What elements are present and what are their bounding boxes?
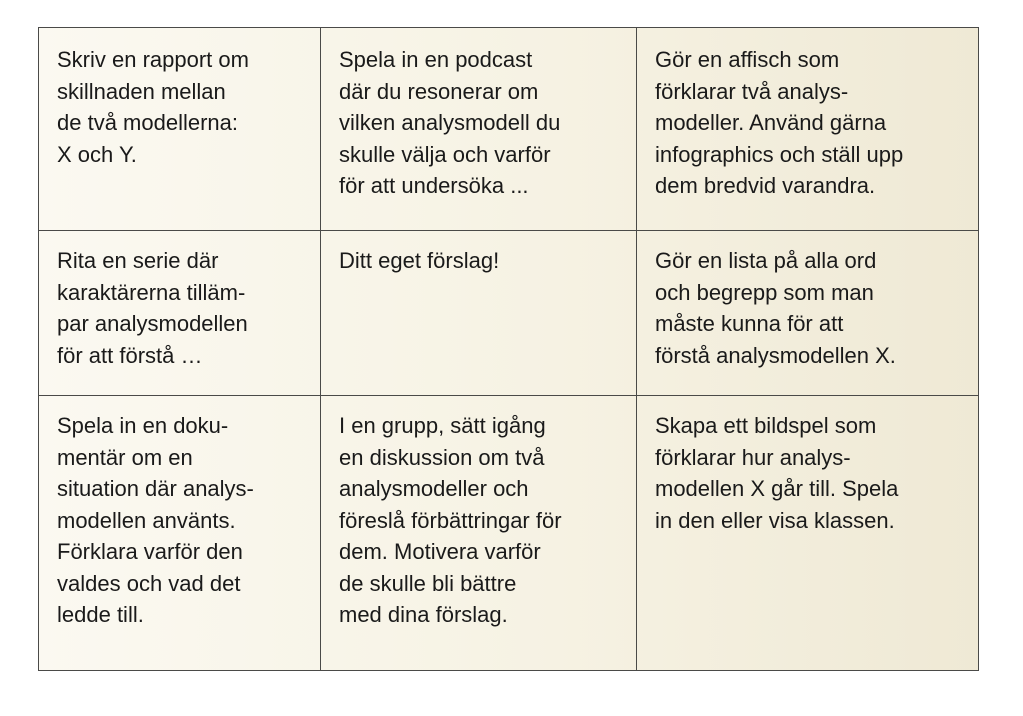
table-cell-r3-c1: Spela in en doku- mentär om en situation där analys- modellen använts. Förklara varför den valdes och vad det ledde till. bbox=[39, 396, 321, 670]
table-cell-r1-c2: Spela in en podcast där du resonerar om vilken analysmodell du skulle välja och varför för att undersöka ... bbox=[321, 28, 637, 231]
table-cell-r1-c3: Gör en affisch som förklarar två analys- modeller. Använd gärna infographics och ställ upp dem bredvid varandra. bbox=[637, 28, 978, 231]
table-cell-r2-c1: Rita en serie där karaktärerna tilläm- par analysmodellen för att förstå … bbox=[39, 231, 321, 396]
table-cell-r3-c2: I en grupp, sätt igång en diskussion om två analysmodeller och föreslå förbättringar för dem. Motivera varför de skulle bli bättre med dina förslag. bbox=[321, 396, 637, 670]
table-cell-r3-c3: Skapa ett bildspel som förklarar hur analys- modellen X går till. Spela in den eller visa klassen. bbox=[655, 413, 899, 533]
assignment-choice-table bbox=[38, 27, 979, 671]
table-cell-r2-c2: Ditt eget förslag! bbox=[321, 231, 637, 396]
table-cell-r2-c3: Gör en lista på alla ord och begrepp som man måste kunna för att förstå analysmodellen X. bbox=[637, 231, 978, 396]
table-cell-r1-c1: Skriv en rapport om skillnaden mellan de två modellerna: X och Y. bbox=[39, 28, 321, 231]
